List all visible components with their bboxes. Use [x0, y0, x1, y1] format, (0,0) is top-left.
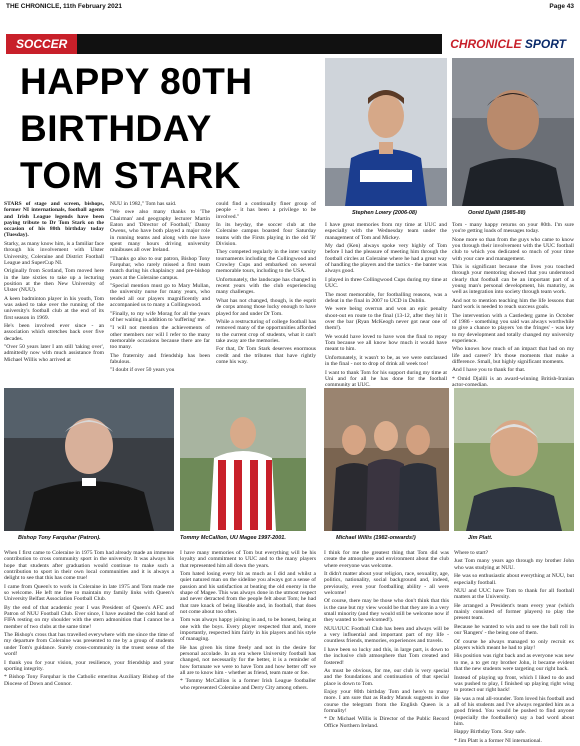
paragraph: Unfortunately, the landscape has changed in recent years with the club experiencing many challenges. — [216, 276, 316, 296]
tribute-bishop-text — [4, 550, 174, 689]
portrait-image — [452, 58, 574, 206]
caption-michael: Michael Willis (1982-onwards!) — [336, 535, 416, 541]
paragraph: As must be obvious, for me, our club is very special and the foundations and continuation of that special place is down to Tom. — [324, 667, 449, 687]
paragraph: He arranged a President's team every year (which mainly consisted of former players) to play the present team. — [454, 602, 574, 622]
paragraph: He was so enthusiastic about everything at NUU, but especially football. — [454, 573, 574, 586]
caption-oonid: Oonid Djalili (1985-88) — [468, 210, 526, 216]
paragraph: And I have you to thank for that. — [452, 367, 526, 374]
caption-jim: Jim Platt. — [468, 535, 493, 541]
page-title: HAPPY 80TH BIRTHDAY TOM STARK — [20, 61, 253, 196]
paragraph: We would have loved to have won the final to repay Tom because we all know how much it would have meant to him. — [325, 333, 447, 353]
paragraph: could find a continually finer group of people - it has been a privilege to be involved." — [216, 201, 316, 220]
paragraph: Because he wanted to win and to see the ball roll in our 'Rangers' - the being one of them. — [454, 623, 574, 637]
paragraph: He's been involved ever since - an association which stretches back over five decades. — [4, 323, 104, 342]
tribute-tommy-text — [180, 550, 316, 693]
paragraph: Where to start? — [454, 550, 489, 556]
paragraph: While a restructuring of college football has removed many of the opportunities afforded to the current crop of students, what it can't take away are the memories. — [216, 318, 316, 344]
paragraph: For that, Dr Tom Stark deserves enormous credit and the tributes that have rightly come his way. — [216, 346, 316, 365]
paragraph: Originally from Scotland, Tom moved here in the late sixties to take up a lecturing position at the then New University of Ulster (NUU). — [4, 268, 104, 294]
article-column-2 — [110, 201, 210, 376]
paragraph: * Jim Platt is a former NI international. — [454, 737, 542, 744]
paragraph: None more so than from the guys who came to know you through their involvement with the UUC football club to which you dedicated so much of your time with your care and management. — [452, 236, 574, 262]
paragraph: I want to thank Tom for his support during my time at Uni and for all he has done for the football community at UUC. — [325, 369, 447, 389]
paragraph: Just Tom many years ago through my brother John who was studying at NUU. — [454, 558, 574, 571]
paragraph: He was a real all-rounder. Tom loved his football and all of his students and I've always regarded him as a good friend. You would be pushed to find anyone (especially the footballers) say a bad word about him. — [454, 695, 574, 727]
paragraph: NUU and UUC have Tom to thank for all football matters at the University. — [454, 588, 574, 601]
paragraph: I played in three Collingwood Cups during my time at UUC. — [325, 276, 447, 290]
paragraph: NUU in 1982," Tom has said. — [110, 201, 177, 207]
paragraph: Enjoy your 80th birthday Tom and here's to many more. I am sure that as Rudry Manuk suggests in due course the telegram from the English Queen is a formality! — [324, 689, 449, 714]
paragraph: * Bishop Tony Farquhar is the Catholic emeritus Auxiliary Bishop of the Diocese of Down and Connor. — [4, 674, 174, 687]
paragraph: Starky, as many know him, is a familiar face through his involvement with Ulster University, Coleraine and District Football League and SuperCup NI. — [4, 240, 104, 266]
paragraph: Tom hated losing every bit as much as I did and whilst a quiet natured man on the sideline you always got a sense of passion and his satisfaction at beating the old enemy in the shape of Magee. This was always done in the utmost respect and never detracted from the people felt about Tom; he had that rare knack of being likeable and, in football, that does not come about too often. — [180, 571, 316, 615]
paragraph: And not to mention teaching him the life lessons that hard work is needed to reach success goals. — [452, 297, 574, 311]
paragraph: When I first came to Coleraine in 1975 Tom had already made an immense contribution to cross community sport in the university. It was always his hope that students after graduation would continue to make such a contribution to sport in their own local communities and it is always a delight to see that this has come true! — [4, 550, 174, 582]
paragraph: Who knows how much of an impact that had on my life and career? It's those moments that make a difference. Small, but highly significant moments. — [452, 346, 574, 365]
bishop-portrait-image — [4, 388, 174, 531]
photo-michael-willis — [324, 388, 449, 531]
paragraph: "Over 50 years later I am still 'taking over', admittedly now with much assistance from Michael Willis who arrived at — [4, 344, 104, 363]
paragraph: What has not changed, though, is the esprit de corps among those lucky enough to have played for and under Dr Tom. — [216, 297, 316, 317]
caption-stephen: Stephen Lowry (2006-08) — [352, 210, 417, 216]
paragraph: In its heyday, the soccer club at the Coleraine campus boasted four Saturday teams with the Firsts playing in the old 'B' Division. — [216, 222, 316, 247]
paragraph: I think for me the greatest thing that Tom did was create the atmosphere and environment about the club where everyone was welcome. — [324, 550, 449, 569]
paragraph: Happy Birthday Tom. Stay safe. — [454, 729, 526, 736]
article-column-1 — [4, 201, 104, 365]
paragraph: The intervention with a Castlederg game in October of 1986 - something you said was always worthwhile to give a chance to players 'on the fringes' - was key to my development and totally changed my university experience. — [452, 312, 574, 344]
brand-sport: SPORT — [524, 37, 566, 51]
masthead-date: THE CHRONICLE, 11th February 2021 — [6, 3, 122, 10]
paragraph: I have many memories of Tom but everything will be his loyalty and commitment to UUC and to the many players that represented him all down the years. — [180, 550, 316, 569]
tribute-michael-text — [324, 550, 449, 731]
paragraph: * Dr Michael Willis is Director of the Public Record Office Northern Ireland. — [324, 716, 449, 729]
jim-portrait-image — [454, 388, 574, 531]
player-portrait-image — [325, 58, 447, 206]
paragraph: "I doubt if over 50 years you — [110, 367, 175, 374]
photo-jim-platt — [454, 388, 574, 531]
photo-bishop — [4, 388, 174, 531]
paragraph: I have been so lucky and this, in large part, is down to the inclusive club atmosphere that Tom created and fostered! — [324, 646, 449, 666]
paragraph: By the end of that academic year I was President of Queen's AFC and Patron of NUU Football Club. Ever since, I have awaited the cold hand of FIFA resting on my shoulder with the stern admonition that I cannot be a member of two clubs at the same time! — [4, 604, 174, 630]
paragraph: I have great memories from my time at UUC and especially with the Wednesday team under the management of Tom and Mickey. — [325, 222, 447, 241]
paragraph: "Special mention must go to Mary Mullan, the university nurse for many years, who tended all our players magnificently and accompanied us to many a Collingwood. — [110, 283, 210, 309]
paragraph: We were being overrun and won an epic penalty shoot-out en route to the final (13-12, after they hit it over the bar (Ryan McKeogh never got near one of them!). — [325, 306, 447, 332]
tribute-oonid-text — [452, 222, 574, 391]
tribute-jim-text — [454, 550, 574, 746]
tommy-photo-image — [180, 388, 306, 531]
paragraph: This is significant because the lives you touched through your mentoring showed that you understood clearly that football can be an important part of a young man's personal development, his maturity, as well as integration into society through team work. — [452, 264, 574, 296]
paragraph: It didn't matter about your religion, race, sexuality, age, politics, nationality, social background and, indeed, previously, even your footballing ability - all were welcome! — [324, 571, 449, 596]
paragraph: "Finally, to my wife Morag for all the years of her waiting in addition to 'suffering' me. — [110, 310, 210, 323]
paragraph: They competed regularly in the inter varsity tournaments including the Collingwood and Crowley Cups and embarked on several memorable tours, including to the USA. — [216, 249, 316, 275]
paragraph: The most memorable, for footballing reasons, was a defeat in the final in 2007 to UCD in Dublin. — [325, 291, 447, 304]
paragraph: The Bishop's cross that has travelled everywhere with me since the time of my departure from Coleraine was presented to me by a group of students under Tom's guidance. Surely cross-community in the truest sense of the word! — [4, 632, 174, 658]
brand-chronicle: CHRONICLE — [450, 37, 522, 51]
section-label-soccer: SOCCER — [6, 34, 77, 54]
paragraph: I thank you for your vision, your resilience, your friendship and your sporting integrity. — [4, 659, 174, 672]
paragraph: My dad (Ken) always spoke very highly of Tom before I had the pleasure of meeting him through the football circles at Coleraine where he had a great way of handling the players and the tactics - the banter was always good. — [325, 243, 447, 275]
paragraph: Instead of playing up front, which I liked to do and was pushed to play, I finished up playing right wing to protect our right back! — [454, 674, 574, 694]
paragraph: * Tommy McCallion is a former Irish League footballer who represented Coleraine and Derry City among others. — [180, 678, 316, 691]
paragraph: Tom was always happy joining in and, to be honest, being at one with the boys. Every player respected that and, more importantly, respected him fairly in his players and his style of managing. — [180, 617, 316, 643]
photo-stephen-lowry — [325, 58, 447, 206]
photo-omid-djalili — [452, 58, 574, 206]
group-photo-image — [324, 388, 449, 531]
section-label-sport — [442, 34, 574, 54]
paragraph: I came from Queen's to work in Coleraine in late 1975 and Tom made me so welcome. He left me free to maintain my family links with Queen's University Belfast Association Football Club. — [4, 583, 174, 603]
paragraph: Unfortunately, it wasn't to be, as we were outclassed in the final - not to drop of drink all week too! — [325, 354, 447, 368]
caption-bishop: Bishop Tony Farquhar (Patron). — [18, 535, 101, 541]
masthead — [6, 2, 574, 12]
paragraph: "We owe also many thanks to 'The Chairman' and geography lecturer Martin Eaton and 'Director of Football,' Danny Owens, who have both played a major role in running teams and along with me have spent many hours driving university minibuses all over Ireland. — [110, 209, 210, 254]
paragraph: A keen badminton player in his youth, Tom was asked to take over the running of the university's football club at the end of its first season in 1969. — [4, 295, 104, 321]
paragraph: NUU/UUC Football Club has been and always will be a very influential and important part of my life - countless friends, memories, experiences and travels. — [324, 625, 449, 645]
paragraph: The fraternity and friendship has been fabulous. — [110, 352, 210, 365]
photo-tommy-mccallion — [180, 388, 306, 531]
intro-paragraph: STARS of stage and screen, bishops, former NI internationals, football agents and Irish League legends have been paying tribute to Dr Tom Stark on the occasion of his 80th birthday today (Tuesday). — [4, 201, 104, 239]
caption-tommy: Tommy McCallion, UU Magee 1997-2001. — [180, 535, 286, 541]
paragraph: He has given his time freely and not in the desire for personal accolade. In an era where University football has changed, not necessarily for the better, it is a reminder of how fortunate we were to have Tom and how better off we all are to know him - whether as friend, team mate or foe. — [180, 644, 316, 676]
paragraph: His position was right back and as everyone was new to me, a to get my brother John, it became evident that the new students were targeting our right back. — [454, 653, 574, 673]
paragraph: "I will not mention the achievements of other members nor will I refer to the many memorable occasions because there are far too many. — [110, 325, 210, 351]
paragraph: "Thanks go also to our patron, Bishop Tony Farquhar, who rarely missed a first team match during his chaplaincy and pre-bishop years at the Coleraine campus. — [110, 255, 210, 281]
paragraph: Of course he always managed to only recruit ex players which meant he had to play! — [454, 638, 574, 651]
paragraph: Tom - many happy returns on your 80th. I'm sure you're getting loads of messages today. — [452, 222, 574, 235]
tribute-stephen-text — [325, 222, 447, 414]
page-number: Page 43 — [549, 3, 574, 10]
paragraph: * Omid Djalili is an award-winning British-Iranian actor-comedian. — [452, 375, 574, 389]
paragraph: Of course, there may be those who don't think that this is the case but my view would be that they are in a very small minority (and they would still be welcome now if they wanted to be welcomed!). — [324, 598, 449, 624]
article-column-3 — [216, 201, 316, 367]
